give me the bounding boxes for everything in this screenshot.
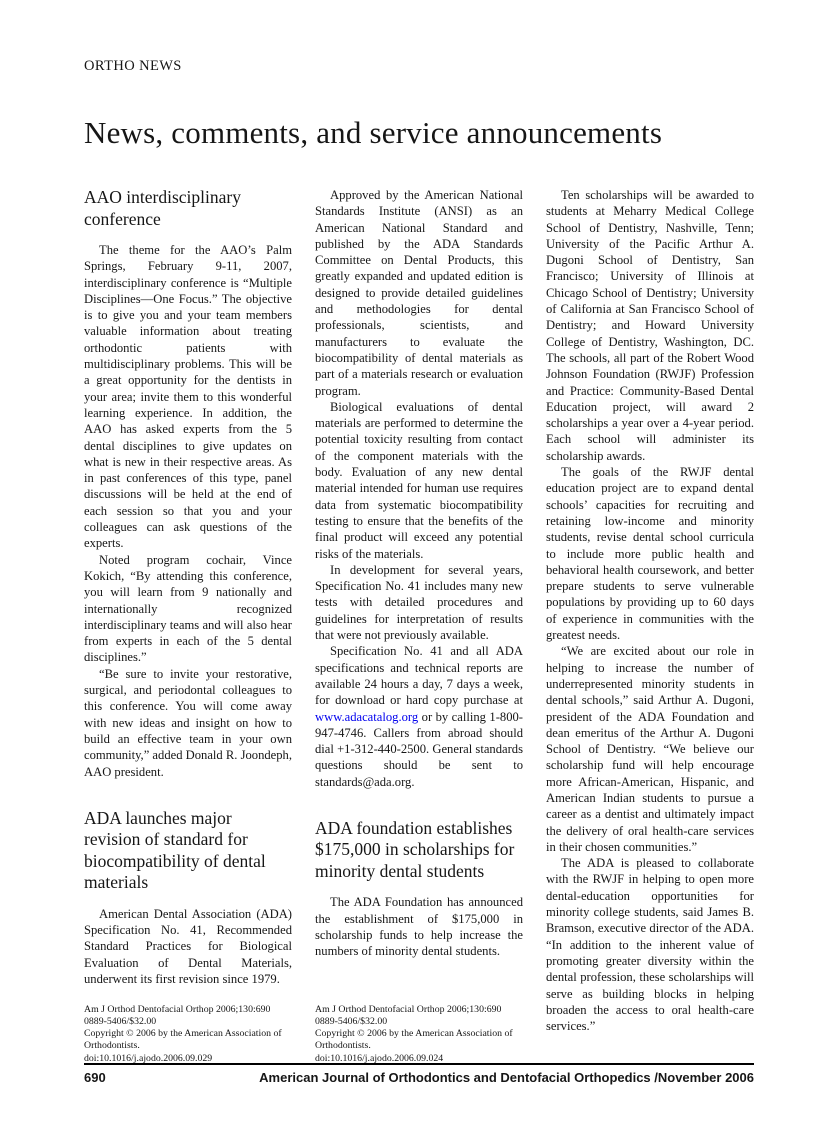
heading-ada-foundation: ADA foundation establishes $175,000 in scholarships for minority dental students <box>315 817 515 881</box>
paragraph-text: Specification No. 41 and all ADA specifications and technical reports are available 24 hours a day, 7 days a week, for download or hard copy purchase at <box>315 644 523 708</box>
paragraph: The theme for the AAO’s Palm Springs, February 9-11, 2007, interdisciplinary conference is “Multiple Disciplines—One Focus.” The objective is to give you and your team members valuable information about treating orthodontic patients with multidisciplinary problems. This will be a great opportunity for the dentists in your area; invite them to this wonderful learning experience. In addition, the AAO has asked experts from the 5 dental disciplines to give updates on what is new in their respective areas. As in past conferences of this type, panel discussions will be held at the end of each session so that you and your colleagues can ask questions of the experts. <box>84 243 292 551</box>
adacatalog-link[interactable]: www.adacatalog.org <box>315 709 419 724</box>
column-1 <box>84 187 292 1065</box>
footnote-line: 0889-5406/$32.00 <box>84 1015 157 1027</box>
running-head: ORTHO NEWS <box>84 58 182 74</box>
footnote-line: Am J Orthod Dentofacial Orthop 2006;130:690 <box>84 1003 271 1015</box>
footnote-line: Copyright © 2006 by the American Association of Orthodontists. <box>84 1028 282 1052</box>
paragraph: “We are excited about our role in helping to increase the number of underrepresented minority students in dental schools,” said Arthur A. Dugoni, president of the ADA Foundation and dean emeritus of the Arthur A. Dugoni School of Dentistry. “We believe our scholarship fund will help encourage more African-American, Hispanic, and American Indian students to pursue a career as a dentist and ultimately impact the delivery of oral health-care services in their chosen communities.” <box>546 644 754 854</box>
page-number: 690 <box>84 1070 106 1085</box>
footnote-line: doi:10.1016/j.ajodo.2006.09.024 <box>315 1052 444 1064</box>
paragraph: Biological evaluations of dental materials are performed to determine the potential toxicity resulting from contact of the component materials with the body. Evaluation of any new dental material intended for human use requires data from systematic biocompatibility testing to ensure that the benefits of the final product will exceed any potential risks of the materials. <box>315 399 523 561</box>
paragraph: Ten scholarships will be awarded to students at Meharry Medical College School of Dentistry, Nashville, Tenn; University of the Pacific Arthur A. Dugoni School of Dentistry, San Francisco; University of Illinois at Chicago School of Dentistry; University of California at San Francisco School of Dentistry; and Howard University College of Dentistry, Washington, DC. The schools, all part of the Robert Wood Johnson Foundation (RWJF) Profession and Practice: Community-Based Dental Education project, will award 2 scholarships a year over a 4-year period. Each school will administer its scholarship awards. <box>546 188 754 463</box>
paragraph: The ADA Foundation has announced the establishment of $175,000 in scholarship funds to help increase the numbers of minority dental students. <box>315 895 523 959</box>
paragraph <box>315 643 523 790</box>
column-2 <box>315 187 523 1065</box>
paragraph: In development for several years, Specification No. 41 includes many new tests with detailed procedures and guidelines for interpretation of results that were not previously available. <box>315 562 523 643</box>
paragraph: Noted program cochair, Vince Kokich, “By attending this conference, you will learn from 9 nationally and internationally recognized interdisciplinary teams and will also hear from experts in each of the 5 dental disciplines.” <box>84 552 292 665</box>
page-title: News, comments, and service announcements <box>84 115 663 150</box>
paragraph: Approved by the American National Standards Institute (ANSI) as an American National Standard and published by the ADA Standards Committee on Dental Products, this greatly expanded and updated edition is designed to provide detailed guidelines and methodologies for dental professionals, scientists, and manufacturers to evaluate the biocompatibility of dental materials as part of a materials research or evaluation program. <box>315 188 523 398</box>
footnote-ada-revision <box>84 994 292 1065</box>
journal-footer-text: American Journal of Orthodontics and Dentofacial Orthopedics /November 2006 <box>259 1070 754 1085</box>
paragraph: The goals of the RWJF dental education project are to expand dental schools’ capacities for recruiting and retaining low-income and minority students, revise dental school curricula to include more public health and behavioral health coursework, and better prepare students to serve vulnerable populations by providing up to 60 days of experience in communities with the greatest needs. <box>546 465 754 643</box>
page-footer <box>84 1063 754 1085</box>
paragraph: American Dental Association (ADA) Specification No. 41, Recommended Standard Practices for Biological Evaluation of Dental Materials, underwent its first revision since 1979. <box>84 906 292 986</box>
footnote-line: Copyright © 2006 by the American Association of Orthodontists. <box>315 1028 513 1052</box>
paragraph: “Be sure to invite your restorative, surgical, and periodontal colleagues to this conference. You will come away with new ideas and insight on how to build an effective team in your own community,” added Donald R. Joondeph, AAO president. <box>84 666 292 779</box>
article-columns <box>84 187 754 1065</box>
footnote-ada-foundation <box>315 994 523 1065</box>
column-3 <box>546 187 754 1065</box>
paragraph: The ADA is pleased to collaborate with the RWJF in helping to open more dental-education opportunities for minority college students, said James B. Bramson, executive director of the ADA. “In addition to the inherent value of promoting greater diversity within the dental profession, these scholarships will serve as building blocks in helping broaden the access to oral health-care services.” <box>546 856 754 1034</box>
footnote-line: Am J Orthod Dentofacial Orthop 2006;130:690 <box>315 1003 502 1015</box>
paragraph-text: or by calling 1-800-947-4746. Callers from abroad should dial +1-312-440-2500. General standards questions should be sent to standards@ada.org. <box>315 709 523 789</box>
footnote-line: doi:10.1016/j.ajodo.2006.09.029 <box>84 1052 213 1064</box>
heading-ada-revision: ADA launches major revision of standard for biocompatibility of dental materials <box>84 807 266 893</box>
footnote-line: 0889-5406/$32.00 <box>315 1015 388 1027</box>
heading-aao-conference: AAO interdisciplinary conference <box>84 187 241 229</box>
page-header <box>84 58 754 151</box>
